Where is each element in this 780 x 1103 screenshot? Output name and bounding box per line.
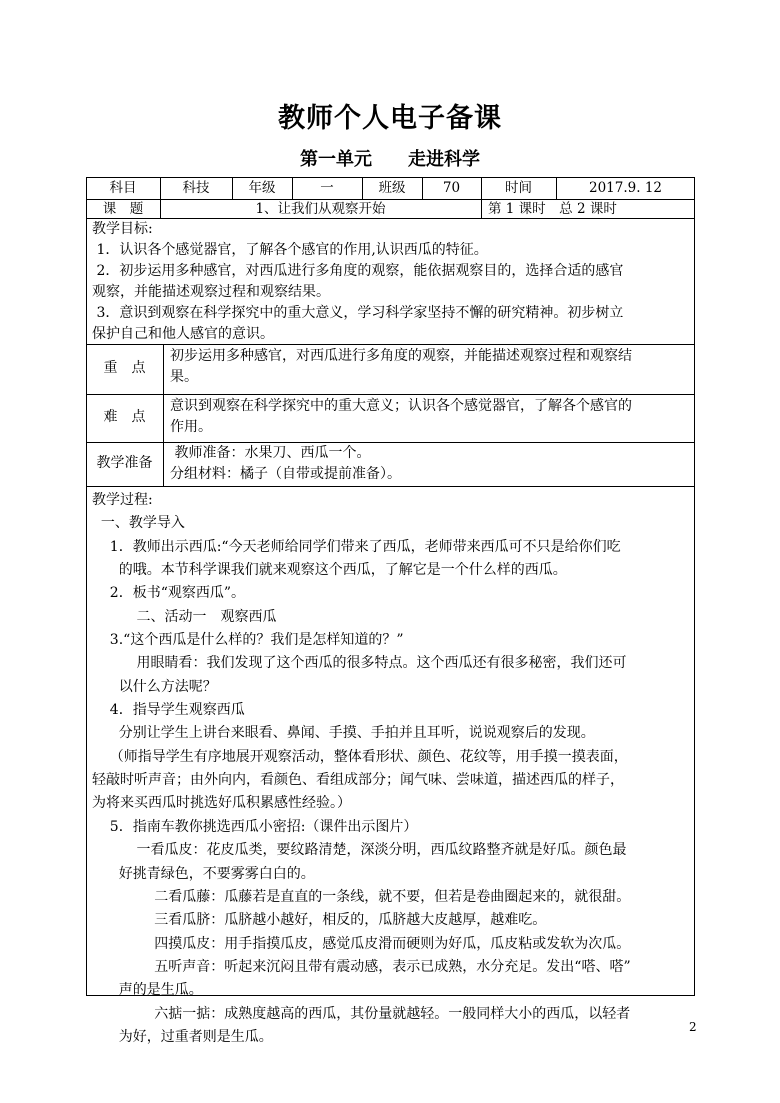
objectives-heading: 教学目标: [92,221,153,237]
class-label: 班级 [378,180,406,196]
key-points-line: 初步运用多种感官，对西瓜进行多角度的观察，并能描述观察过程和观察结 [170,348,632,364]
page-number: 2 [689,1020,697,1034]
topic-label: 课 题 [102,201,144,217]
grade-label: 年级 [248,180,276,196]
process-line: 以什么方法呢？ [92,678,217,695]
class-value: 70 [442,180,461,196]
process-line: 二看瓜藤：瓜藤若是直直的一条线，就不要，但若是卷曲圈起来的，就很甜。 [92,888,631,905]
objective-line: 保护自己和他人感官的意识。 [92,326,274,342]
process-line: 二、活动一 观察西瓜 [92,608,277,625]
process-line: 2．板书“观察西瓜”。 [92,585,246,602]
process-line: 1．教师出示西瓜:“今天老师给同学们带来了西瓜，老师带来西瓜可不只是给你们吃 [92,538,621,555]
process-line: 分别让学生上讲台来眼看、鼻闻、手摸、手拍并且耳听，说说观察后的发现。 [92,725,595,742]
process-line: 六掂一掂：成熟度越高的西瓜，其份量就越轻。一般同样大小的西瓜，以轻者 [92,1005,631,1022]
process-line: （师指导学生有序地展开观察活动，整体看形状、颜色、花纹等，用手摸一摸表面， [92,748,628,765]
objectives-block [92,219,692,345]
row-divider [86,486,695,487]
process-heading: 教学过程: [92,492,153,508]
process-line: 好挑青绿色，不要雾雾白白的。 [92,865,315,882]
process-line: 用眼睛看：我们发现了这个西瓜的很多特点。这个西瓜还有很多秘密，我们还可 [92,655,627,672]
objective-line: 1．认识各个感觉器官，了解各个感官的作用,认识西瓜的特征。 [92,242,488,258]
process-line: 轻敲时听声音；由外向内，看颜色、看组成部分；闻气味、尝味道，描述西瓜的样子， [92,772,624,789]
process-line: 一看瓜皮：花皮瓜类，要纹路清楚，深淡分明，西瓜纹路整齐就是好瓜。颜色最 [92,842,627,859]
process-line: 四摸瓜皮：用手指摸瓜皮，感觉瓜皮滑而硬则为好瓜，瓜皮粘或发软为次瓜。 [92,935,631,952]
objective-line: 2．初步运用多种感官，对西瓜进行多角度的观察，能依据观察目的，选择合适的感官 [92,263,624,279]
time-label: 时间 [505,180,532,196]
grade-value: 一 [320,180,334,196]
process-line: 4．指导学生观察西瓜 [92,702,245,719]
objective-line: 观察，并能描述观察过程和观察结果。 [92,284,330,300]
preparation-line: 分组材料：橘子（自带或提前准备）。 [170,466,401,482]
difficulties-text [170,396,692,438]
process-line: 一、教学导入 [92,515,185,532]
subject-label: 科目 [109,180,137,196]
preparation-line: 教师准备：水果刀、西瓜一个。 [170,445,371,461]
page-title: 教师个人电子备课 [278,103,502,134]
process-line: 5．指南车教你挑选西瓜小密招:（课件出示图片） [92,818,418,835]
difficulties-label: 难 点 [103,409,146,425]
process-line: 五听声音：听起来沉闷且带有震动感，表示已成熟，水分充足。发出“嗒、嗒” [92,958,631,975]
topic-hours: 第 1 课时 总 2 课时 [488,201,617,217]
process-line: 的哦。本节科学课我们就来观察这个西瓜，了解它是一个什么样的西瓜。 [92,562,567,579]
subject-value: 科技 [182,180,210,196]
preparation-label: 教学准备 [96,455,153,471]
preparation-text [170,443,692,485]
objective-line: 3．意识到观察在科学探究中的重大意义，学习科学家坚持不懈的研究精神。初步树立 [92,305,624,321]
process-line: 为将来买西瓜时挑选好瓜积累感性经验。） [92,795,351,812]
unit-title: 第一单元 走进科学 [300,149,480,170]
teaching-process [92,489,692,1049]
key-points-line: 果。 [170,369,198,385]
difficulties-line: 作用。 [170,419,212,435]
time-value: 2017.9. 12 [589,180,662,196]
key-points-label: 重 点 [103,360,146,376]
col-divider [481,199,482,218]
topic-value: 1、让我们从观察开始 [255,201,386,217]
process-line: 声的是生瓜。 [92,982,203,999]
row-divider [86,394,695,395]
col-divider [163,344,164,486]
difficulties-line: 意识到观察在科学探究中的重大意义；认识各个感觉器官，了解各个感官的 [170,398,632,414]
process-line: 三看瓜脐：瓜脐越小越好，相反的，瓜脐越大皮越厚，越难吃。 [92,912,547,929]
process-line: 为好，过重者则是生瓜。 [92,1028,273,1045]
key-points-text [170,346,692,388]
process-line: 3.“这个西瓜是什么样的？我们是怎样知道的？” [92,632,404,649]
